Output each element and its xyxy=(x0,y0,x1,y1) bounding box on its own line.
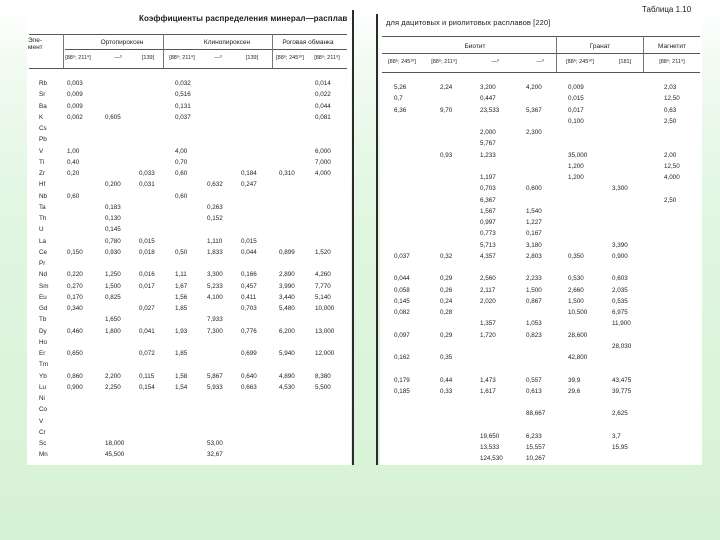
coefficient-cell: 0,447 xyxy=(480,95,496,103)
right-page xyxy=(380,5,702,465)
coefficient-cell: 2,000 xyxy=(480,129,496,136)
source-ref: [88⁶; 211⁹] xyxy=(169,55,195,61)
coefficient-cell: 1,56 xyxy=(175,293,188,301)
coefficient-cell: 5,940 xyxy=(279,350,295,357)
coefficient-cell: 0,63 xyxy=(664,106,677,114)
coefficient-cell: 2,50 xyxy=(664,196,677,204)
coefficient-cell: 0,530 xyxy=(568,275,584,283)
coefficient-cell: 1,00 xyxy=(67,147,80,155)
coefficient-cell: 0,350 xyxy=(568,252,584,260)
element-symbol: Rb xyxy=(39,80,48,87)
coefficient-cell: 0,60 xyxy=(67,192,80,200)
coefficient-cell: 1,11 xyxy=(175,271,187,279)
coefficient-cell: 0,35 xyxy=(440,354,453,361)
coefficient-cell: 0,60 xyxy=(175,170,188,177)
coefficient-cell: 53,00 xyxy=(207,440,223,447)
element-symbol: Nd xyxy=(39,271,48,279)
page-edge xyxy=(376,14,378,465)
coefficient-cell: 0,081 xyxy=(315,113,331,121)
element-symbol: U xyxy=(39,226,44,234)
coefficient-cell: 1,197 xyxy=(480,174,496,181)
element-symbol: Sc xyxy=(39,440,47,447)
coefficient-cell: 0,058 xyxy=(394,286,410,294)
coefficient-cell: 0,823 xyxy=(526,331,542,339)
coefficient-cell: 5,26 xyxy=(394,84,407,91)
coefficient-cell: 6,36 xyxy=(394,106,407,114)
coefficient-cell: 0,041 xyxy=(139,327,155,335)
coefficient-cell: 9,70 xyxy=(440,106,453,114)
coefficient-cell: 0,044 xyxy=(315,102,331,110)
coefficient-cell: 6,367 xyxy=(480,196,496,204)
coefficient-cell: 3,300 xyxy=(612,185,628,193)
coefficient-cell: 0,162 xyxy=(394,354,410,361)
coefficient-cell: 39,9 xyxy=(568,376,581,384)
coefficient-cell: 0,185 xyxy=(394,387,410,395)
coefficient-cell: 0,150 xyxy=(67,248,83,256)
source-ref: —³ xyxy=(214,55,222,61)
coefficient-cell: 124,530 xyxy=(480,455,503,463)
coefficient-cell: 0,900 xyxy=(67,383,83,391)
coefficient-cell: 2,560 xyxy=(480,275,496,283)
table-title: Коэффициенты распределения минерал—расплав xyxy=(139,14,348,23)
coefficient-cell: 0,613 xyxy=(526,387,542,395)
coefficient-cell: 0,457 xyxy=(241,282,257,290)
coefficient-cell: 1,93 xyxy=(175,327,188,335)
coefficient-cell: 88,667 xyxy=(526,410,546,418)
coefficient-cell: 1,110 xyxy=(207,237,223,245)
coefficient-cell: 1,473 xyxy=(480,376,496,384)
coefficient-cell: 1,200 xyxy=(568,162,584,170)
coefficient-cell: 0,899 xyxy=(279,248,295,256)
coefficient-cell: 0,535 xyxy=(612,297,628,305)
group-underline xyxy=(65,49,347,50)
element-symbol: Sr xyxy=(39,91,46,99)
coefficient-cell: 0,015 xyxy=(241,237,257,245)
source-ref: [88⁶; 211⁹] xyxy=(659,59,685,65)
coefficient-cell: 0,145 xyxy=(105,226,121,234)
coefficient-cell: 2,803 xyxy=(526,252,542,260)
coefficient-cell: 0,663 xyxy=(241,383,257,391)
coefficient-cell: 1,800 xyxy=(105,327,121,335)
coefficient-cell: 7,000 xyxy=(315,158,331,166)
element-symbol: Ba xyxy=(39,102,47,110)
coefficient-cell: 0,015 xyxy=(568,95,584,103)
table-top-rule xyxy=(29,34,347,35)
element-column-header: Эле-мент xyxy=(28,37,43,51)
coefficient-cell: 5,140 xyxy=(315,293,331,301)
group-header-magnetite: Магнетит xyxy=(657,43,687,50)
element-symbol: La xyxy=(39,237,47,245)
coefficient-cell: 0,167 xyxy=(526,230,542,238)
coefficient-cell: 2,50 xyxy=(664,117,677,125)
element-symbol: Ti xyxy=(39,158,45,166)
coefficient-cell: 1,250 xyxy=(105,271,121,279)
coefficient-cell: 18,000 xyxy=(105,440,125,447)
group-header-hornblende: Роговая обманка xyxy=(282,39,334,46)
coefficient-cell: 2,00 xyxy=(664,151,677,159)
coefficient-cell: 0,776 xyxy=(241,327,257,335)
source-ref: [139] xyxy=(245,55,259,61)
coefficient-cell: 10,500 xyxy=(568,309,588,316)
coefficient-cell: 0,009 xyxy=(568,84,584,91)
source-ref: [88⁶; 245¹⁰] xyxy=(566,59,594,65)
coefficient-cell: 0,016 xyxy=(139,271,155,279)
coefficient-cell: 0,184 xyxy=(241,170,257,177)
col-sep xyxy=(63,34,64,68)
source-ref: —³ xyxy=(536,59,544,65)
coefficient-cell: 0,018 xyxy=(139,248,155,256)
coefficient-cell: 0,166 xyxy=(241,271,257,279)
element-symbol: Pr xyxy=(39,260,46,267)
element-symbol: Ni xyxy=(39,395,45,402)
source-ref: —³ xyxy=(491,59,499,65)
coefficient-cell: 28,600 xyxy=(568,331,588,339)
source-ref: [88⁶; 245¹⁰] xyxy=(388,59,416,65)
coefficient-cell: 3,440 xyxy=(279,293,295,301)
coefficient-cell: 15,95 xyxy=(612,444,628,451)
coefficient-cell: 5,767 xyxy=(480,140,496,148)
coefficient-cell: 7,933 xyxy=(207,316,223,324)
coefficient-cell: 0,50 xyxy=(175,248,188,256)
coefficient-cell: 0,022 xyxy=(315,91,331,99)
coefficient-cell: 0,557 xyxy=(526,376,542,384)
coefficient-cell: 4,890 xyxy=(279,372,295,380)
coefficient-cell: 0,082 xyxy=(394,309,410,316)
coefficient-cell: 45,500 xyxy=(105,451,125,459)
coefficient-cell: 15,557 xyxy=(526,444,546,451)
coefficient-cell: 0,310 xyxy=(279,170,295,177)
source-ref: [181] xyxy=(618,59,632,65)
coefficient-cell: 2,24 xyxy=(440,84,453,91)
coefficient-cell: 1,500 xyxy=(105,282,121,290)
coefficient-cell: 6,233 xyxy=(526,432,542,440)
coefficient-cell: 12,000 xyxy=(315,350,335,357)
coefficient-cell: 0,60 xyxy=(175,192,188,200)
coefficient-cell: 2,020 xyxy=(480,297,496,305)
coefficient-cell: 1,720 xyxy=(480,331,496,339)
coefficient-cell: 0,097 xyxy=(394,331,410,339)
header-bottom-rule xyxy=(29,68,347,69)
coefficient-cell: 13,533 xyxy=(480,444,500,451)
header-bottom-rule xyxy=(382,72,700,73)
coefficient-cell: 4,000 xyxy=(315,170,331,177)
coefficient-cell: 6,200 xyxy=(279,327,295,335)
element-symbol: K xyxy=(39,113,44,121)
coefficient-cell: 0,825 xyxy=(105,293,121,301)
element-symbol: Cr xyxy=(39,428,46,436)
coefficient-cell: 0,773 xyxy=(480,230,496,238)
coefficient-cell: 2,03 xyxy=(664,84,677,91)
coefficient-cell: 0,930 xyxy=(105,248,121,256)
element-symbol: Tm xyxy=(39,361,49,369)
coefficient-cell: 1,053 xyxy=(526,320,542,328)
element-symbol: V xyxy=(39,417,44,425)
coefficient-cell: 0,247 xyxy=(241,181,257,189)
source-ref: [88⁶; 211⁹] xyxy=(65,55,91,61)
coefficient-cell: 0,860 xyxy=(67,372,83,380)
page-edge xyxy=(352,10,354,465)
coefficient-cell: 0,002 xyxy=(67,113,83,121)
coefficient-cell: 0,93 xyxy=(440,151,453,159)
coefficient-cell: 0,037 xyxy=(175,113,191,121)
coefficient-cell: 0,170 xyxy=(67,293,83,301)
coefficient-cell: 2,300 xyxy=(526,129,542,136)
coefficient-cell: 0,600 xyxy=(526,185,542,193)
group-underline xyxy=(382,53,700,54)
coefficient-cell: 0,115 xyxy=(139,372,155,380)
table-title-continued: для дацитовых и риолитовых расплавов [220] xyxy=(386,18,551,27)
coefficient-cell: 0,24 xyxy=(440,297,453,305)
coefficient-cell: 3,180 xyxy=(526,241,542,249)
source-ref: [139] xyxy=(141,55,155,61)
coefficient-cell: 0,460 xyxy=(67,327,83,335)
coefficient-cell: 0,033 xyxy=(139,170,155,177)
coefficient-cell: 0,072 xyxy=(139,350,155,357)
element-symbol: Mn xyxy=(39,451,48,459)
coefficient-cell: 35,000 xyxy=(568,151,588,159)
coefficient-cell: 1,540 xyxy=(526,207,542,215)
element-symbol: Er xyxy=(39,350,46,357)
coefficient-cell: 2,660 xyxy=(568,286,584,294)
coefficient-cell: 1,500 xyxy=(526,286,542,294)
table-top-rule xyxy=(382,36,700,37)
coefficient-cell: 1,567 xyxy=(480,207,496,215)
coefficient-cell: 4,530 xyxy=(279,383,295,391)
element-symbol: Cs xyxy=(39,125,47,132)
element-symbol: Tb xyxy=(39,316,47,324)
coefficient-cell: 2,625 xyxy=(612,410,628,418)
coefficient-cell: 0,200 xyxy=(105,181,121,189)
group-header-orthopyroxene: Ортопироксен xyxy=(100,39,144,46)
coefficient-cell: 0,32 xyxy=(440,252,453,260)
coefficient-cell: 0,28 xyxy=(440,309,453,316)
coefficient-cell: 2,250 xyxy=(105,383,121,391)
element-symbol: Eu xyxy=(39,293,47,301)
col-sep xyxy=(556,36,557,72)
coefficient-cell: 12,50 xyxy=(664,95,680,103)
coefficient-cell: 0,015 xyxy=(139,237,155,245)
coefficient-cell: 32,67 xyxy=(207,451,223,459)
element-symbol: Yb xyxy=(39,372,47,380)
coefficient-cell: 7,770 xyxy=(315,282,331,290)
source-ref: —³ xyxy=(114,55,122,61)
col-sep xyxy=(643,36,644,72)
coefficient-cell: 0,703 xyxy=(480,185,496,193)
coefficient-cell: 0,340 xyxy=(67,305,83,312)
coefficient-cell: 4,200 xyxy=(526,84,542,91)
coefficient-cell: 1,233 xyxy=(480,151,496,159)
coefficient-cell: 0,605 xyxy=(105,113,121,121)
coefficient-cell: 3,390 xyxy=(612,241,628,249)
element-symbol: Gd xyxy=(39,305,48,312)
coefficient-cell: 4,260 xyxy=(315,271,331,279)
element-symbol: Co xyxy=(39,406,48,414)
left-page xyxy=(27,10,351,465)
source-ref: [88⁶; 211⁹] xyxy=(314,55,340,61)
element-symbol: Lu xyxy=(39,383,47,391)
coefficient-cell: 1,85 xyxy=(175,305,188,312)
coefficient-cell: 1,500 xyxy=(568,297,584,305)
table-number: Таблица 1.10 xyxy=(642,5,692,14)
coefficient-cell: 1,58 xyxy=(175,372,188,380)
coefficient-cell: 0,014 xyxy=(315,80,331,87)
element-symbol: Hf xyxy=(39,181,46,189)
coefficient-cell: 10,267 xyxy=(526,455,546,463)
coefficient-cell: 0,40 xyxy=(67,158,80,166)
coefficient-cell: 6,000 xyxy=(315,147,331,155)
coefficient-cell: 0,603 xyxy=(612,275,628,283)
coefficient-cell: 0,152 xyxy=(207,215,223,222)
coefficient-cell: 0,44 xyxy=(440,376,453,384)
coefficient-cell: 43,475 xyxy=(612,376,632,384)
coefficient-cell: 0,100 xyxy=(568,117,584,125)
coefficient-cell: 12,50 xyxy=(664,162,680,170)
coefficient-cell: 0,017 xyxy=(568,106,584,114)
coefficient-cell: 0,900 xyxy=(612,252,628,260)
coefficient-cell: 5,713 xyxy=(480,241,496,249)
coefficient-cell: 0,640 xyxy=(241,372,257,380)
coefficient-cell: 3,7 xyxy=(612,432,621,440)
source-ref: [88⁶; 211⁹] xyxy=(431,59,457,65)
coefficient-cell: 0,183 xyxy=(105,203,121,211)
coefficient-cell: 0,29 xyxy=(440,275,453,283)
coefficient-cell: 4,100 xyxy=(207,293,223,301)
coefficient-cell: 0,20 xyxy=(67,170,80,177)
element-symbol: Sm xyxy=(39,282,49,290)
coefficient-cell: 0,7 xyxy=(394,95,403,103)
coefficient-cell: 0,009 xyxy=(67,102,83,110)
coefficient-cell: 7,300 xyxy=(207,327,223,335)
coefficient-cell: 1,85 xyxy=(175,350,188,357)
source-ref: [88⁶; 245¹⁰] xyxy=(276,55,304,61)
coefficient-cell: 1,200 xyxy=(568,174,584,181)
coefficient-cell: 0,130 xyxy=(105,215,121,222)
coefficient-cell: 0,031 xyxy=(139,181,155,189)
coefficient-cell: 0,145 xyxy=(394,297,410,305)
coefficient-cell: 4,00 xyxy=(175,147,188,155)
coefficient-cell: 0,70 xyxy=(175,158,188,166)
coefficient-cell: 0,131 xyxy=(175,102,191,110)
coefficient-cell: 0,017 xyxy=(139,282,155,290)
coefficient-cell: 0,26 xyxy=(440,286,453,294)
coefficient-cell: 0,516 xyxy=(175,91,191,99)
element-symbol: Pb xyxy=(39,136,47,144)
coefficient-cell: 0,044 xyxy=(241,248,257,256)
element-symbol: V xyxy=(39,147,44,155)
coefficient-cell: 29,6 xyxy=(568,387,581,395)
group-header-clinopyroxene: Клинопироксен xyxy=(203,39,251,46)
coefficient-cell: 4,357 xyxy=(480,252,496,260)
coefficient-cell: 42,800 xyxy=(568,354,588,361)
element-symbol: Dy xyxy=(39,327,47,335)
coefficient-cell: 0,867 xyxy=(526,297,542,305)
coefficient-cell: 8,380 xyxy=(315,372,331,380)
coefficient-cell: 1,357 xyxy=(480,320,496,328)
coefficient-cell: 23,533 xyxy=(480,106,500,114)
coefficient-cell: 0,632 xyxy=(207,181,223,189)
coefficient-cell: 0,154 xyxy=(139,383,155,391)
element-symbol: Ho xyxy=(39,338,48,346)
coefficient-cell: 13,000 xyxy=(315,327,335,335)
coefficient-cell: 0,037 xyxy=(394,252,410,260)
coefficient-cell: 0,220 xyxy=(67,271,83,279)
col-sep xyxy=(163,34,164,68)
group-header-biotite: Биотит xyxy=(464,43,486,50)
coefficient-cell: 0,33 xyxy=(440,387,453,395)
coefficient-cell: 5,480 xyxy=(279,305,295,312)
element-symbol: Zr xyxy=(39,170,45,177)
element-symbol: Ce xyxy=(39,248,48,256)
coefficient-cell: 5,233 xyxy=(207,282,223,290)
coefficient-cell: 3,990 xyxy=(279,282,295,290)
coefficient-cell: 0,699 xyxy=(241,350,257,357)
coefficient-cell: 1,54 xyxy=(175,383,188,391)
coefficient-cell: 1,833 xyxy=(207,248,223,256)
coefficient-cell: 28,030 xyxy=(612,342,632,350)
coefficient-cell: 5,367 xyxy=(526,106,542,114)
coefficient-cell: 1,227 xyxy=(526,219,542,226)
coefficient-cell: 1,617 xyxy=(480,387,496,395)
coefficient-cell: 2,233 xyxy=(526,275,542,283)
coefficient-cell: 0,032 xyxy=(175,80,191,87)
coefficient-cell: 5,867 xyxy=(207,372,223,380)
coefficient-cell: 2,200 xyxy=(105,372,121,380)
coefficient-cell: 0,29 xyxy=(440,331,453,339)
coefficient-cell: 3,300 xyxy=(207,271,223,279)
coefficient-cell: 0,179 xyxy=(394,376,410,384)
coefficient-cell: 19,650 xyxy=(480,432,500,440)
coefficient-cell: 0,270 xyxy=(67,282,83,290)
coefficient-cell: 3,200 xyxy=(480,84,496,91)
coefficient-cell: 39,775 xyxy=(612,387,632,395)
coefficient-cell: 6,975 xyxy=(612,309,628,316)
coefficient-cell: 4,000 xyxy=(664,174,680,181)
group-header-garnet: Гранат xyxy=(589,43,611,50)
coefficient-cell: 1,520 xyxy=(315,248,331,256)
coefficient-cell: 1,650 xyxy=(105,316,121,324)
coefficient-cell: 0,027 xyxy=(139,305,155,312)
coefficient-cell: 5,500 xyxy=(315,383,331,391)
coefficient-cell: 11,900 xyxy=(612,320,631,328)
coefficient-cell: 0,650 xyxy=(67,350,83,357)
coefficient-cell: 0,044 xyxy=(394,275,410,283)
element-symbol: Nb xyxy=(39,192,48,200)
col-sep xyxy=(272,34,273,68)
coefficient-cell: 0,009 xyxy=(67,91,83,99)
coefficient-cell: 0,003 xyxy=(67,80,83,87)
coefficient-cell: 5,933 xyxy=(207,383,223,391)
coefficient-cell: 0,997 xyxy=(480,219,496,226)
element-symbol: Th xyxy=(39,215,47,222)
coefficient-cell: 2,117 xyxy=(480,286,496,294)
coefficient-cell: 2,890 xyxy=(279,271,295,279)
coefficient-cell: 1,67 xyxy=(175,282,188,290)
coefficient-cell: 0,411 xyxy=(241,293,257,301)
coefficient-cell: 0,703 xyxy=(241,305,257,312)
coefficient-cell: 2,035 xyxy=(612,286,628,294)
coefficient-cell: 0,780 xyxy=(105,237,121,245)
element-symbol: Ta xyxy=(39,203,46,211)
coefficient-cell: 0,263 xyxy=(207,203,223,211)
coefficient-cell: 10,000 xyxy=(315,305,335,312)
